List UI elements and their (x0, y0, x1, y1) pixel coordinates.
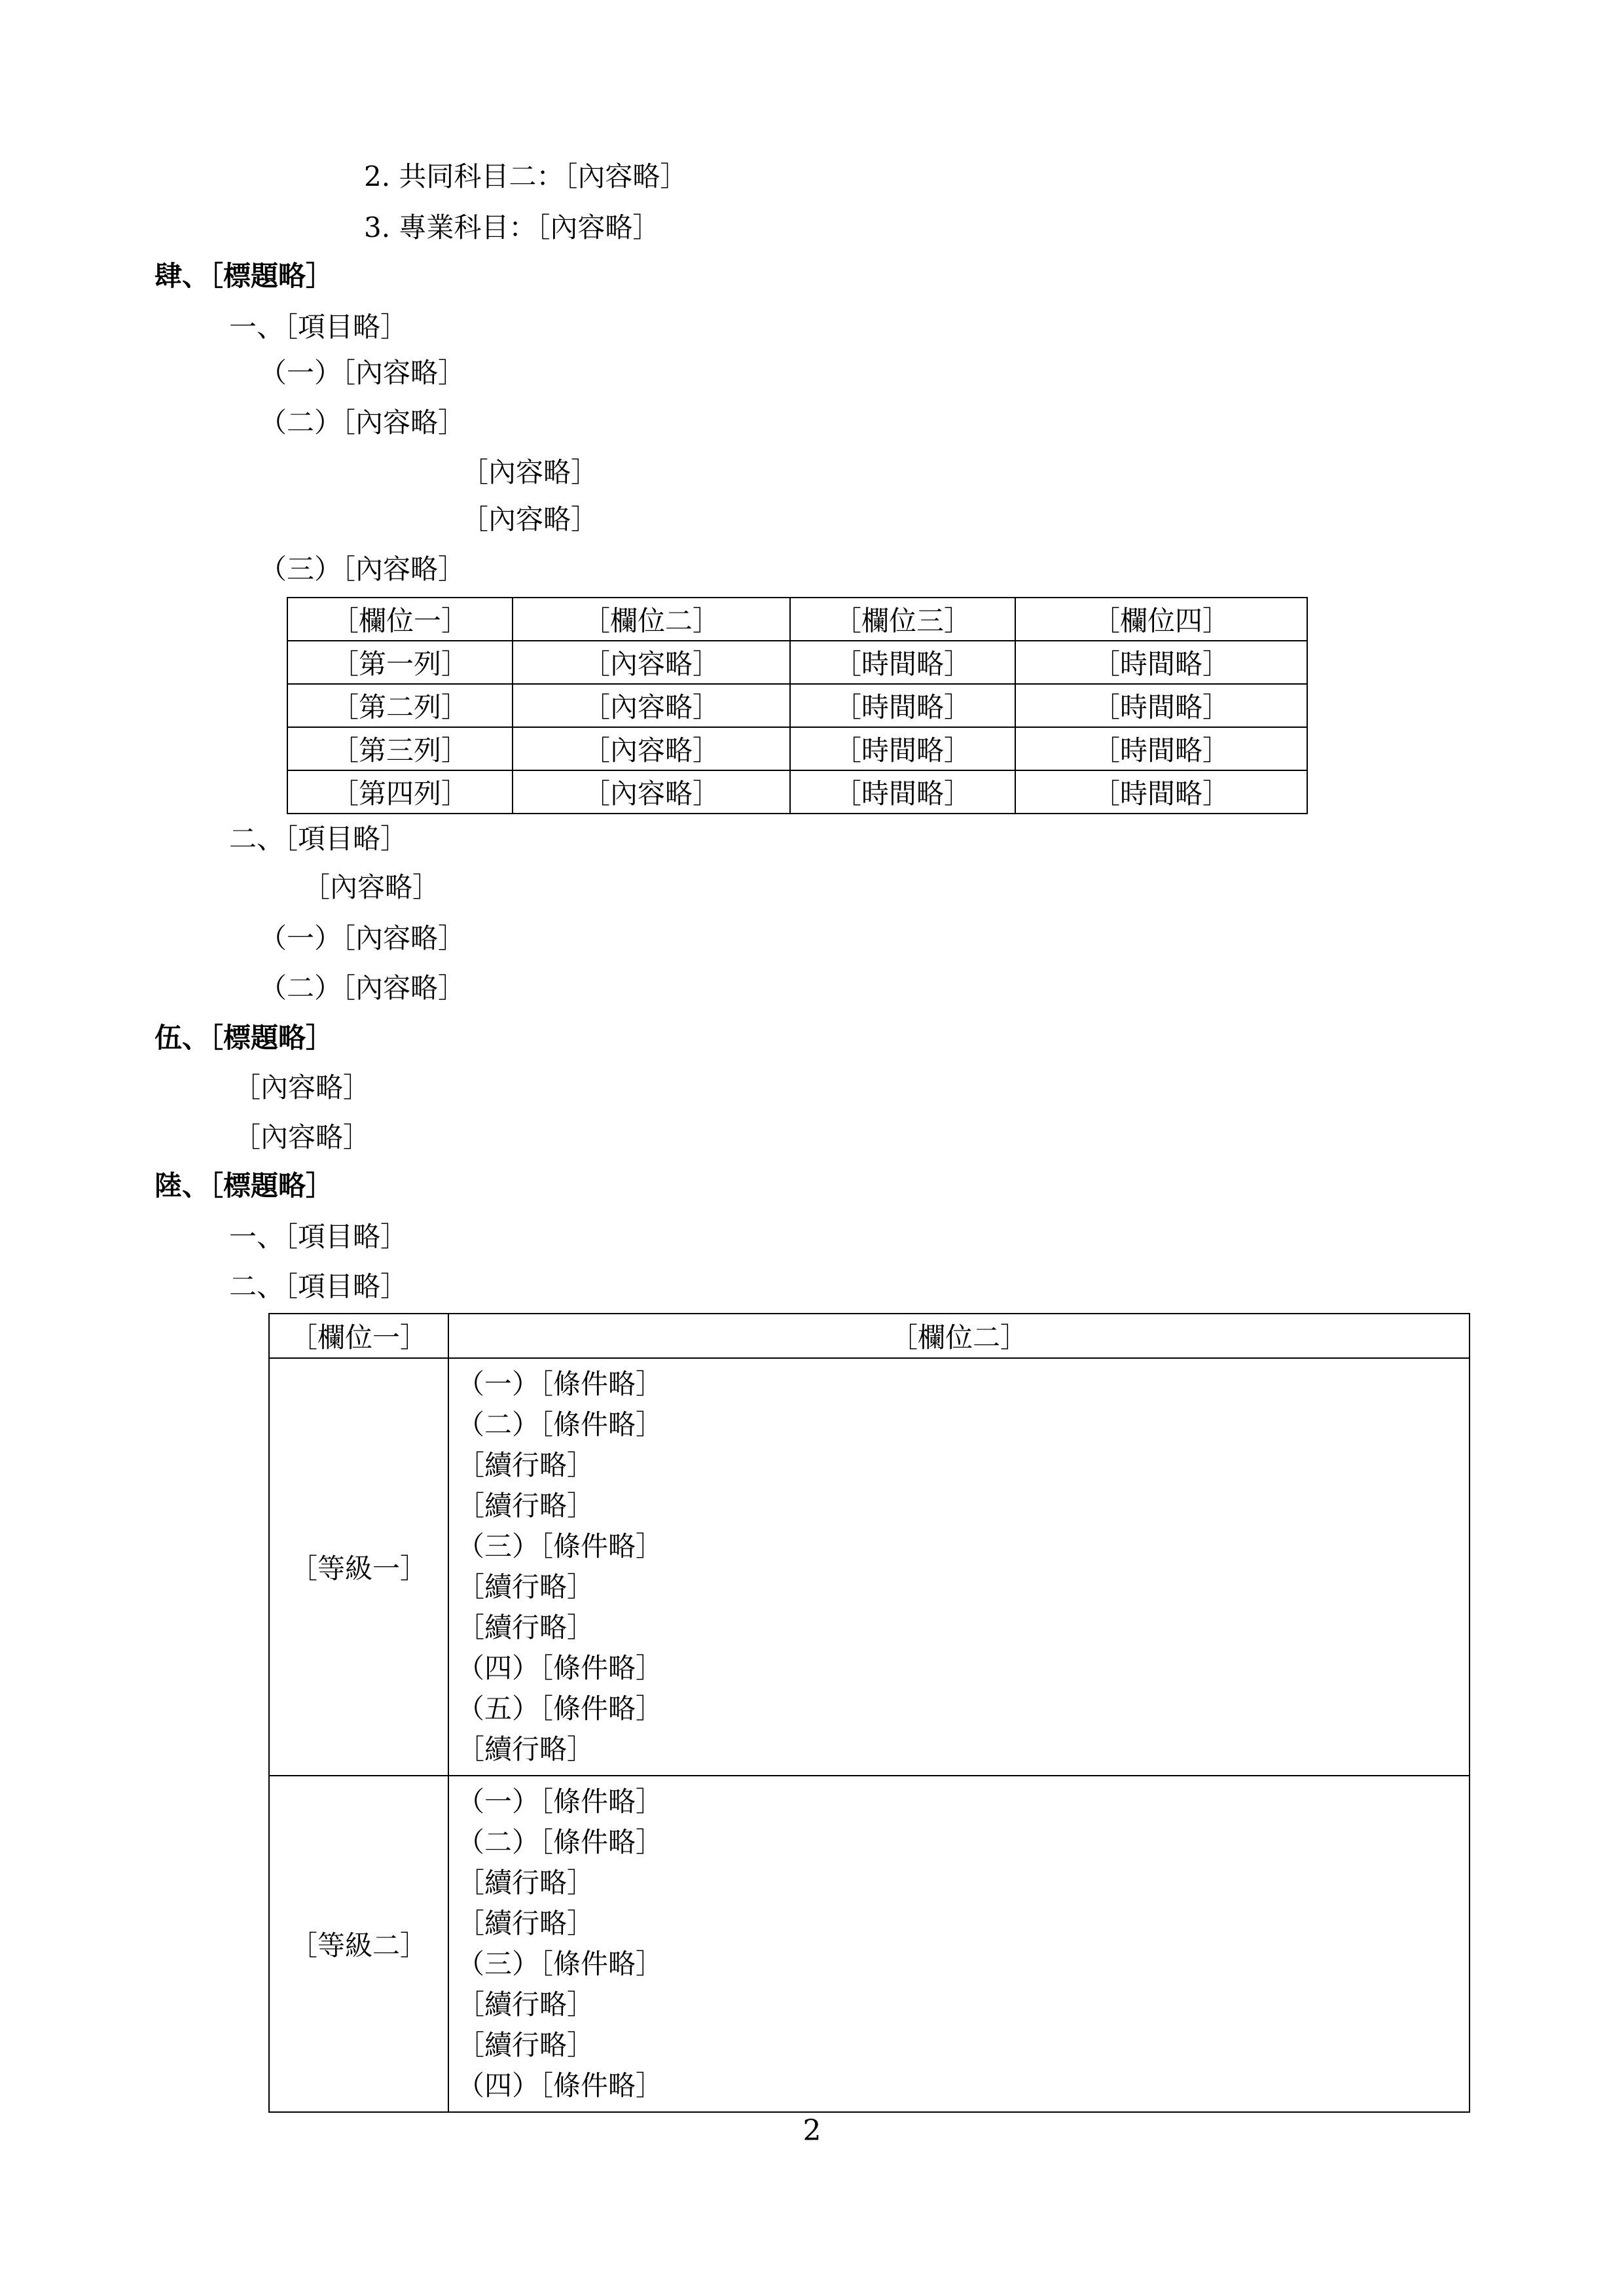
section-heading-4: 肆、［標題略］ (154, 260, 334, 292)
schedule-header: ［欄位四］ (1015, 598, 1307, 641)
condition-line: ［續行略］ (457, 1490, 595, 1522)
condition-line: （一）［條件略］ (457, 1368, 664, 1400)
condition-line: （二）［條件略］ (457, 1408, 664, 1441)
subsection-oral: 二、［項目略］ (229, 823, 408, 855)
conditions-cell (448, 1358, 1470, 1776)
qualifications-header: ［欄位一］ (269, 1314, 448, 1358)
table-cell: ［內容略］ (513, 684, 790, 727)
oral-location: （二）［內容略］ (259, 972, 466, 1004)
condition-line: （四）［條件略］ (457, 2070, 664, 2102)
condition-line: （二）［條件略］ (457, 1826, 664, 1858)
table-cell: ［內容略］ (513, 641, 790, 684)
table-row (287, 770, 1307, 814)
condition-line: （一）［條件略］ (457, 1785, 664, 1818)
table-cell: ［時間略］ (790, 770, 1015, 814)
table-cell: ［時間略］ (790, 641, 1015, 684)
condition-line: （三）［條件略］ (457, 1530, 664, 1562)
page-number: 2 (803, 2114, 821, 2147)
condition-line: ［續行略］ (457, 1733, 595, 1765)
rank-cell: ［等級二］ (269, 1776, 448, 2112)
schedule-table (287, 597, 1308, 814)
item-common-subject-2: 2. 共同科目二：［內容略］ (364, 160, 688, 192)
table-row (287, 727, 1307, 770)
condition-line: ［續行略］ (457, 1988, 595, 2020)
table-cell: ［第一列］ (287, 641, 513, 684)
table-cell: ［內容略］ (513, 727, 790, 770)
condition-line: （四）［條件略］ (457, 1652, 664, 1684)
table-row (269, 1358, 1470, 1776)
table-cell: ［第二列］ (287, 684, 513, 727)
education-item: 二、［項目略］ (229, 1270, 408, 1302)
table-row (269, 1776, 1470, 2112)
table-cell: ［第三列］ (287, 727, 513, 770)
schedule-header: ［欄位一］ (287, 598, 513, 641)
schedule-header-row (287, 598, 1307, 641)
table-cell: ［時間略］ (1015, 770, 1307, 814)
condition-line: ［續行略］ (457, 1571, 595, 1603)
written-location: （二）［內容略］ (259, 406, 466, 439)
written-location-cont-2: ［內容略］ (461, 503, 599, 535)
table-cell: ［時間略］ (790, 727, 1015, 770)
nationality-item: 一、［項目略］ (229, 1221, 408, 1253)
table-cell: ［時間略］ (790, 684, 1015, 727)
written-date: （一）［內容略］ (259, 357, 466, 389)
qualifications-header: ［欄位二］ (448, 1314, 1470, 1358)
schedule-header: ［欄位二］ (513, 598, 790, 641)
download-url: ［內容略］ (233, 1121, 371, 1153)
condition-line: ［續行略］ (457, 2029, 595, 2061)
schedule-header: ［欄位三］ (790, 598, 1015, 641)
oral-date: （一）［內容略］ (259, 922, 466, 954)
condition-line: （三）［條件略］ (457, 1948, 664, 1980)
written-location-cont-1: ［內容略］ (461, 456, 599, 488)
table-row (287, 641, 1307, 684)
table-cell: ［第四列］ (287, 770, 513, 814)
table-cell: ［時間略］ (1015, 641, 1307, 684)
section-heading-6: 陸、［標題略］ (154, 1170, 334, 1202)
download-text: ［內容略］ (233, 1071, 371, 1103)
table-row (287, 684, 1307, 727)
qualifications-table (268, 1313, 1470, 2113)
conditions-cell (448, 1776, 1470, 2112)
rank-cell: ［等級一］ (269, 1358, 448, 1776)
condition-line: （五）［條件略］ (457, 1693, 664, 1725)
table-cell: ［內容略］ (513, 770, 790, 814)
subsection-written: 一、［項目略］ (229, 311, 408, 343)
condition-line: ［續行略］ (457, 1867, 595, 1899)
condition-line: ［續行略］ (457, 1449, 595, 1481)
condition-line: ［續行略］ (457, 1907, 595, 1939)
written-schedule-label: （三）［內容略］ (259, 553, 466, 585)
condition-line: ［續行略］ (457, 1611, 595, 1643)
item-professional-subject: 3. 專業科目：［內容略］ (364, 211, 660, 243)
oral-cont: ［內容略］ (302, 871, 441, 903)
table-cell: ［時間略］ (1015, 727, 1307, 770)
table-cell: ［時間略］ (1015, 684, 1307, 727)
qualifications-header-row (269, 1314, 1470, 1358)
section-heading-5: 伍、［標題略］ (154, 1022, 334, 1054)
